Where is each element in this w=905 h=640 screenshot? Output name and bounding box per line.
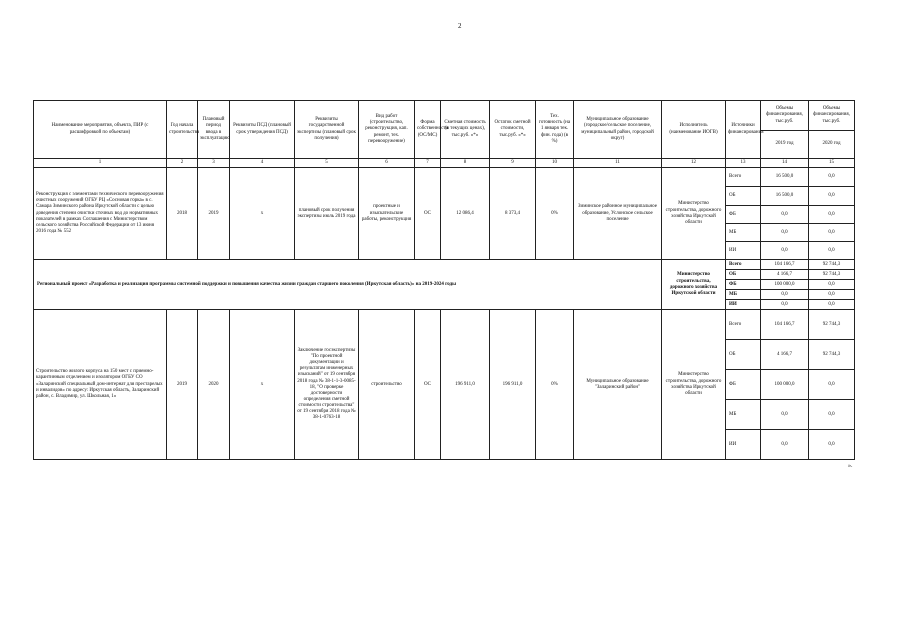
volume-2019: 4 166,7 xyxy=(761,340,809,370)
funding-source: Всего xyxy=(726,168,761,187)
volume-2019: 104 166,7 xyxy=(761,310,809,340)
header-remainder: Остаток сметной стоимости, тыс.руб. «*» xyxy=(490,101,536,159)
col-number: 4 xyxy=(230,159,295,168)
row2-start-year: 2019 xyxy=(167,310,198,460)
investment-table xyxy=(33,100,855,460)
page-number: 2 xyxy=(458,22,462,30)
row2-expertise: Заключение госэкспертизы "По проектной документации и результатам инженерных изысканий" от 19 сентября 2018 года № 38-1-1-3-0085-18, "О проверке достоверности определения сметной стоимости строительства" от 19 сентября 2018 года № 38-1-0763-18 xyxy=(295,310,359,460)
col-number: 9 xyxy=(490,159,536,168)
header-year-2020: 2020 год xyxy=(809,131,855,159)
volume-2020: 92 744,3 xyxy=(809,340,855,370)
funding-source: ОБ xyxy=(726,270,761,280)
volume-2019: 0,0 xyxy=(761,290,809,300)
col-number: 13 xyxy=(726,159,761,168)
closing-quote-mark: ». xyxy=(848,463,853,469)
volume-2020: 92 744,3 xyxy=(809,310,855,340)
funding-source: ФБ xyxy=(726,280,761,290)
col-number: 3 xyxy=(198,159,230,168)
funding-source: ИИ xyxy=(726,430,761,460)
col-number: 10 xyxy=(536,159,574,168)
col-number: 8 xyxy=(441,159,490,168)
volume-2019: 0,0 xyxy=(761,400,809,430)
col-number: 7 xyxy=(415,159,441,168)
row2-ownership: ОС xyxy=(415,310,441,460)
project-executor: Министерство строительства, дорожного хозяйства Иркутской области xyxy=(662,260,726,310)
col-number: 1 xyxy=(34,159,167,168)
col-number: 15 xyxy=(809,159,855,168)
funding-source: ОБ xyxy=(726,340,761,370)
volume-2020: 0,0 xyxy=(809,430,855,460)
volume-2019: 0,0 xyxy=(761,430,809,460)
row2-readiness: 0% xyxy=(536,310,574,460)
row2-name: Строительство жилого корпуса на 150 мест с приемно-карантинным отделением и изолятором ОГБУ СО «Заларинский специальный дом-интернат для престарелых и инвалидов» по адресу: Иркутская область, Заларинский район, с. Владимир, ул. Школьная, 1» xyxy=(34,310,167,460)
row1-municipality: Зиминское районное муниципальное образование, Услонское сельское поселение xyxy=(574,168,662,260)
volume-2020: 0,0 xyxy=(809,187,855,206)
col-number: 5 xyxy=(295,159,359,168)
row1-period: 2019 xyxy=(198,168,230,260)
volume-2019: 0,0 xyxy=(761,300,809,310)
volume-2020: 0,0 xyxy=(809,290,855,300)
col-number: 11 xyxy=(574,159,662,168)
volume-2019: 16 500,0 xyxy=(761,168,809,187)
volume-2020: 0,0 xyxy=(809,280,855,290)
row1-expertise: плановый срок получения экспертизы июль 2019 года xyxy=(295,168,359,260)
col-number: 6 xyxy=(359,159,415,168)
volume-2019: 0,0 xyxy=(761,242,809,260)
volume-2020: 0,0 xyxy=(809,206,855,224)
volume-2020: 0,0 xyxy=(809,300,855,310)
funding-source: ИИ xyxy=(726,300,761,310)
header-year-2019: 2019 год xyxy=(761,131,809,159)
header-readiness: Тех. готовность (на 1 января тек. фин. года) (в %) xyxy=(536,101,574,159)
row2-psd: х xyxy=(230,310,295,460)
funding-source: ФБ xyxy=(726,370,761,400)
column-number-row xyxy=(34,159,855,168)
funding-source: ОБ xyxy=(726,187,761,206)
regional-project-title: Региональный проект «Разработка и реализация программы системной поддержки и повышения качества жизни граждан старшего поколения (Иркутская область)» на 2019-2024 годы xyxy=(34,260,662,310)
row1-cost: 12 086,4 xyxy=(441,168,490,260)
row1-work-type: проектные и изыскательские работы, реконструкция xyxy=(359,168,415,260)
col-number: 12 xyxy=(662,159,726,168)
volume-2020: 92 744,3 xyxy=(809,270,855,280)
row1-executor: Министерство строительства, дорожного хозяйства Иркутской области xyxy=(662,168,726,260)
header-municipality: Муниципальное образование (городское/сельское поселение, муниципальный район, городской округ) xyxy=(574,101,662,159)
header-start-year: Год начала строительства xyxy=(167,101,198,159)
header-volume-2019: Объемы финансирования, тыс.руб. xyxy=(761,101,809,131)
funding-source: ИИ xyxy=(726,242,761,260)
volume-2019: 100 000,0 xyxy=(761,370,809,400)
volume-2019: 0,0 xyxy=(761,224,809,242)
volume-2020: 92 744,3 xyxy=(809,260,855,270)
volume-2020: 0,0 xyxy=(809,242,855,260)
funding-source: МБ xyxy=(726,400,761,430)
row2-executor: Министерство строительства, дорожного хозяйства Иркутской области xyxy=(662,310,726,460)
header-work-type: Вид работ (строительство, реконструкция, кап. ремонт, тех. перевооружение) xyxy=(359,101,415,159)
header-psd: Реквизиты ПСД (плановый срок утверждения ПСД) xyxy=(230,101,295,159)
header-cost: Сметная стоимость (в текущих ценах), тыс.руб. «*» xyxy=(441,101,490,159)
row2-cost: 196 911,0 xyxy=(441,310,490,460)
volume-2019: 4 166,7 xyxy=(761,270,809,280)
row1-psd: х xyxy=(230,168,295,260)
header-period: Плановый период ввода в эксплуатацию xyxy=(198,101,230,159)
row1-readiness: 0% xyxy=(536,168,574,260)
header-sources: Источники финансирования xyxy=(726,101,761,159)
volume-2020: 0,0 xyxy=(809,370,855,400)
funding-source: ФБ xyxy=(726,206,761,224)
row1-start-year: 2018 xyxy=(167,168,198,260)
volume-2019: 0,0 xyxy=(761,206,809,224)
table-row xyxy=(34,168,855,187)
row2-remainder: 196 911,0 xyxy=(490,310,536,460)
row1-ownership: ОС xyxy=(415,168,441,260)
volume-2020: 0,0 xyxy=(809,168,855,187)
row2-work-type: строительство xyxy=(359,310,415,460)
row2-municipality: Муниципальное образование "Заларинский район" xyxy=(574,310,662,460)
header-row xyxy=(34,101,855,131)
funding-source: Всего xyxy=(726,310,761,340)
header-ownership: Форма собственности (ОС/МС) xyxy=(415,101,441,159)
volume-2019: 100 000,0 xyxy=(761,280,809,290)
header-name: Наименование мероприятия, объекта, ПИР (с расшифровкой по объектам) xyxy=(34,101,167,159)
col-number: 2 xyxy=(167,159,198,168)
volume-2019: 104 166,7 xyxy=(761,260,809,270)
header-volume-2020: Объемы финансирования, тыс.руб. xyxy=(809,101,855,131)
funding-source: МБ xyxy=(726,224,761,242)
col-number: 14 xyxy=(761,159,809,168)
funding-source: МБ xyxy=(726,290,761,300)
header-executor: Исполнитель (наименование ИОГВ) xyxy=(662,101,726,159)
volume-2020: 0,0 xyxy=(809,400,855,430)
header-expertise: Реквизиты государственной экспертизы (плановый срок получения) xyxy=(295,101,359,159)
row1-remainder: 8 373,4 xyxy=(490,168,536,260)
volume-2019: 16 500,0 xyxy=(761,187,809,206)
table-row xyxy=(34,260,855,270)
table-row xyxy=(34,310,855,340)
funding-source: Всего xyxy=(726,260,761,270)
volume-2020: 0,0 xyxy=(809,224,855,242)
row1-name: Реконструкция с элементами технического перевооружения очистных сооружений ОГБУ РЦ «Сосновая горка» в с. Самара Зиминского района Иркутской области с целью доведения степени очистки сточных вод до нормативных показателей в рамках Соглашения с Министерством сельского хозяйства Российской Федерации от 13 июня 2016 года № 552 xyxy=(34,168,167,260)
row2-period: 2020 xyxy=(198,310,230,460)
